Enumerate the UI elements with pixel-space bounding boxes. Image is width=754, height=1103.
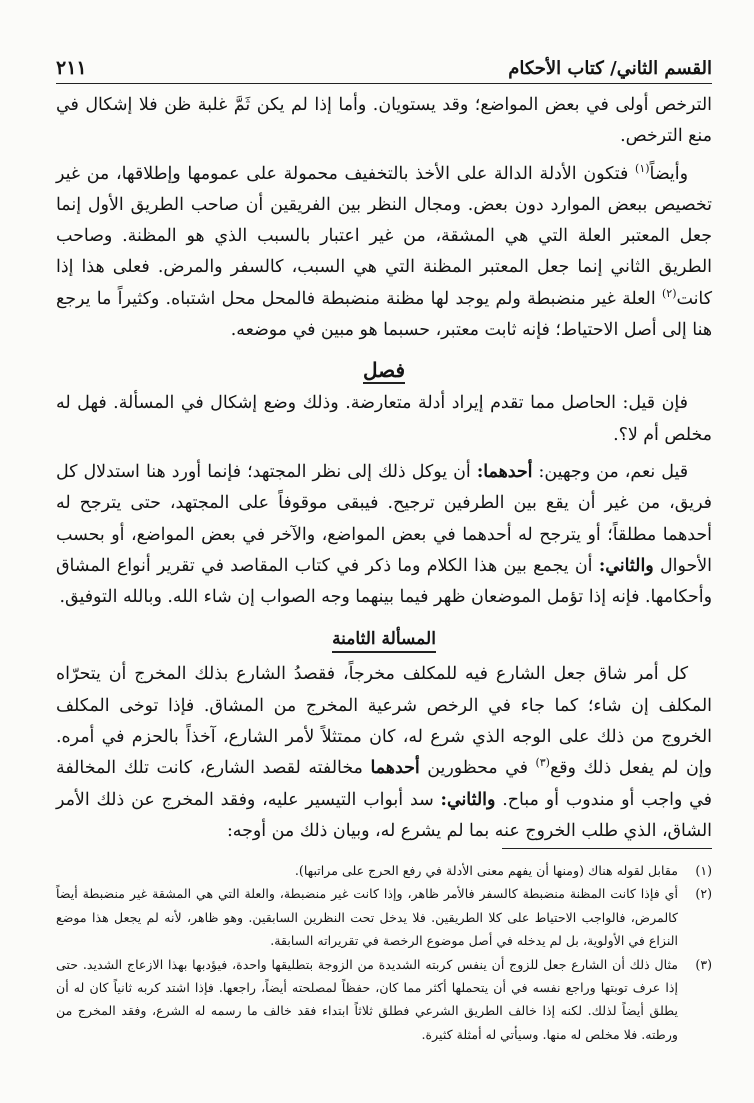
bold-term: أحدهما: bbox=[476, 461, 533, 482]
bold-term: أحدهما bbox=[370, 758, 420, 779]
footnote-number: (٣) bbox=[695, 956, 712, 972]
text-run: في محظورين bbox=[419, 758, 536, 779]
footnote-text: مثال ذلك أن الشارع جعل للزوج أن ينفس كربته الشديدة من الزوجة بتطليقها واحدة، فيؤدبها بهذا الازعاج الشديد. حتى إذا عرف توبتها وراجع نفسه في أن يتحملها أكثر مما كان، حفظاً لمصلحته أيضاً، راجعها. فإذا اشتد كربه ثانياً كان له أن يطلق أيضاً لذلك. لكنه إذا خالف الطريق الشرعي فطلق ثلاثاً ابتداء فقد خالف ما رسمه له الشرع، وفقد المخرج من ورطته. فلا مخلص له منها. وسيأتي له أمثلة كثيرة. bbox=[56, 956, 678, 1042]
footnote-ref-1: (١) bbox=[635, 161, 650, 175]
text-run: فتكون الأدلة الدالة على الأخذ بالتخفيف محمولة على عمومها وإطلاقها، من غير تخصيص ببعض الموارد دون بعض. ومجال النظر بين الفريقين أن صاحب الطريق الأول إنما جعل المعتبر العلة التي هي المشقة، من غير اعتبار بالسبب الذي هو المظنة. وصاحب الطريق الثاني إنما جعل المعتبر المظنة التي هي السبب، كالسفر والمرض. فعلى هذا إذا كانت bbox=[56, 163, 712, 309]
footnote-number: (١) bbox=[695, 863, 712, 878]
text-run: مخالفته لقصد الشارع، كانت تلك المخالفة في واجب أو مندوب أو مباح. bbox=[56, 758, 712, 810]
section-heading-fasl: فصل bbox=[362, 358, 406, 383]
footnotes bbox=[56, 848, 712, 1046]
section-heading-masala: المسألة الثامنة bbox=[56, 623, 712, 655]
body-text bbox=[56, 90, 712, 847]
text-run: وأيضاً bbox=[649, 163, 688, 184]
footnote-ref-3: (٣) bbox=[535, 756, 550, 770]
bold-term: والثاني: bbox=[598, 555, 654, 576]
text-run: أن يجمع بين هذا الكلام وما ذكر في كتاب المقاصد في تقرير أنواع المشاق وأحكامها. فإنه إذا تؤمل الموضعان ظهر فيما بينهما وجه الصواب إن شاء الله. وبالله التوفيق. bbox=[56, 555, 712, 608]
paragraph-2 bbox=[56, 159, 712, 347]
footnote-1 bbox=[56, 859, 712, 882]
running-head-title: القسم الثاني/ كتاب الأحكام bbox=[508, 58, 712, 79]
paragraph-1: الترخص أولى في بعض المواضع؛ وقد يستويان. وأما إذا لم يكن ثَمَّ غلبة ظن فلا إشكال في منع الترخص. bbox=[56, 95, 712, 147]
footnote-3 bbox=[56, 953, 712, 1047]
text-run: كل أمر شاق جعل الشارع فيه للمكلف مخرجاً، فقصدُ الشارع بذلك المخرج أن يتحرّاه المكلف إن شاء؛ كما جاء في الرخص شرعية المخرج من المشاق. فإذا توخى المكلف الخروج من ذلك على الوجه الذي شرع له، كان ممتثلاً لأمر الشارع، آخذاً بالحزم في أمره. وإن لم يفعل ذلك وقع bbox=[56, 664, 712, 779]
footnote-2 bbox=[56, 882, 712, 952]
footnote-divider bbox=[502, 848, 712, 849]
footnote-text: مقابل لقوله هناك (ومنها أن يفهم معنى الأدلة في رفع الحرج على مراتبها). bbox=[294, 863, 678, 878]
paragraph-5 bbox=[56, 659, 712, 847]
text-run: أن يوكل ذلك إلى نظر المجتهد؛ فإنما أورد هنا استدلال كل فريق، من غير أن يقع بين الطرفين ترجيح. فيبقى موقوفاً على المجتهد، حتى يترجح له أحدهما مطلقاً؛ أو يترجح له أحدهما في بعض المواضع، والآخر في بعض المواضع، أو بحسب الأحوال bbox=[56, 461, 712, 576]
page bbox=[56, 44, 712, 847]
text-run: قيل نعم، من وجهين: bbox=[532, 461, 689, 482]
paragraph-4 bbox=[56, 457, 712, 613]
footnote-ref-2: (٢) bbox=[661, 286, 677, 300]
text-run: العلة غير منضبطة ولم يوجد لها مظنة منضبطة فالمحل محل اشتباه. وكثيراً ما يرجع هنا إلى أصل الاحتياط؛ فإنه ثابت معتبر، حسبما هو مبين في موضعه. bbox=[56, 288, 712, 341]
bold-term: والثاني: bbox=[440, 789, 496, 810]
running-head bbox=[56, 44, 712, 84]
paragraph-3: فإن قيل: الحاصل مما تقدم إيراد أدلة متعارضة. وذلك وضع إشكال في المسألة. فهل له مخلص أم لا؟. bbox=[56, 393, 712, 445]
page-number: ٢١١ bbox=[56, 57, 87, 79]
text-run: سد أبواب التيسير عليه، وفقد المخرج عن ذلك الأمر الشاق، الذي طلب الخروج عنه بما لم يشرع له، وبيان ذلك من أوجه: bbox=[56, 789, 712, 841]
footnote-text: أي فإذا كانت المظنة منضبطة كالسفر فالأمر ظاهر، وإذا كانت غير منضبطة، والعلة التي هي المشقة غير منضبطة أيضاً كالمرض، فالواجب الاحتياط على كلا الطريقين. فلا يدخل تحت النظرين السابقين. وهو ظاهر، لأنه لم يجعل هذا موضع النزاع في الأولوية، بل لم يدخله في أصل موضوع الرخصة في تقريراته السابقة. bbox=[56, 886, 678, 949]
footnote-number: (٢) bbox=[695, 886, 712, 902]
